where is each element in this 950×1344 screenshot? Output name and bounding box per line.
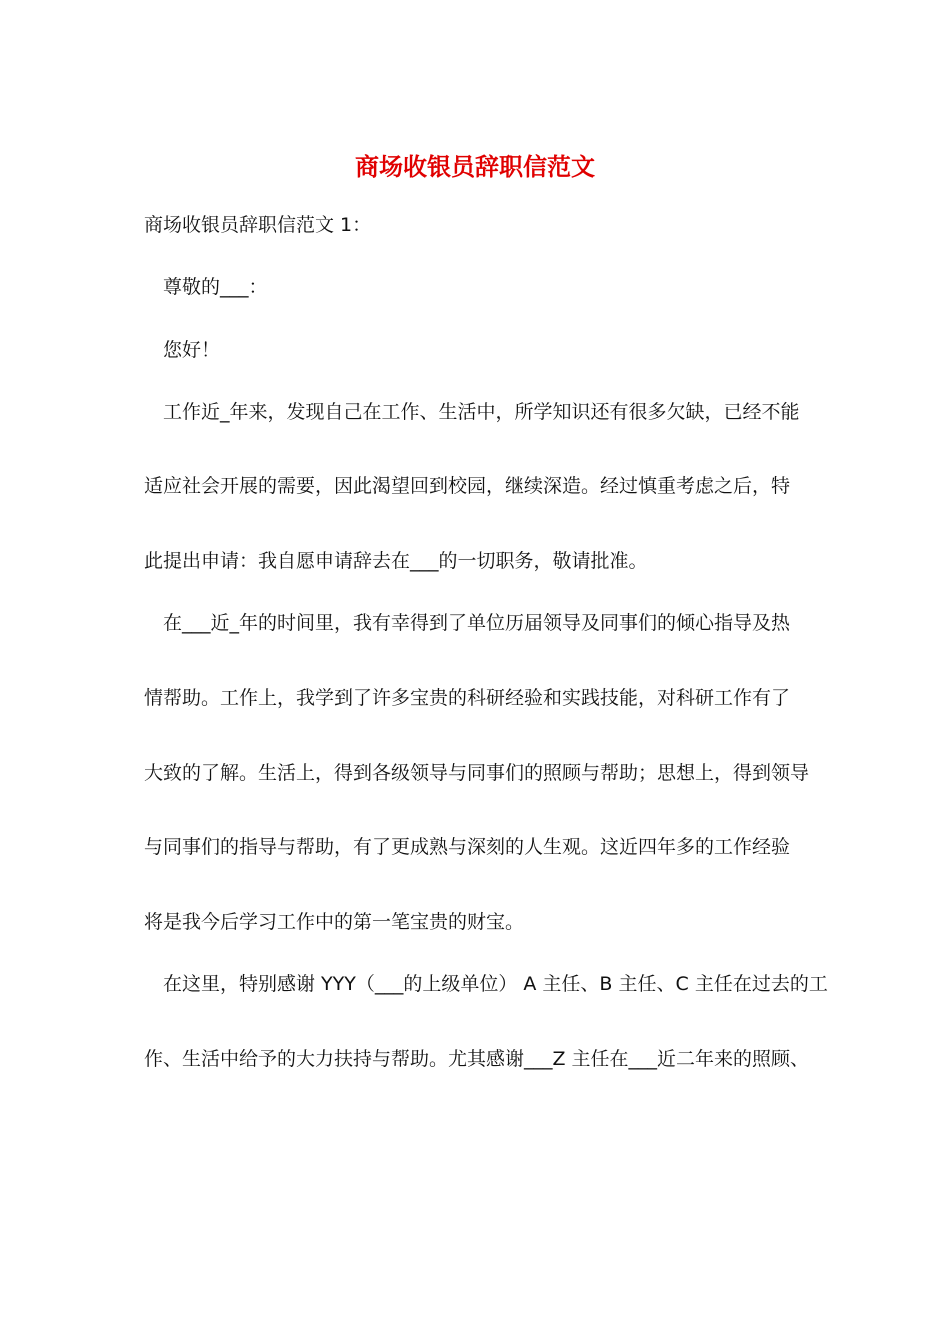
- body-line-10: 作、生活中给予的大力扶持与帮助。尤其感谢___Z 主任在___近二年来的照顾、: [144, 1048, 810, 1070]
- greeting: 您好！: [163, 339, 221, 361]
- body-line-7: 与同事们的指导与帮助，有了更成熟与深刻的人生观。这近四年多的工作经验: [144, 836, 791, 858]
- section-heading: 商场收银员辞职信范文 1：: [144, 214, 372, 236]
- body-line-8: 将是我今后学习工作中的第一笔宝贵的财宝。: [144, 911, 525, 933]
- body-line-3: 此提出申请：我自愿申请辞去在___的一切职务，敬请批准。: [144, 550, 648, 572]
- body-line-9: 在这里，特别感谢 YYY（___的上级单位） A 主任、B 主任、C 主任在过去的工: [163, 973, 828, 995]
- body-line-6: 大致的了解。生活上，得到各级领导与同事们的照顾与帮助；思想上，得到领导: [144, 762, 810, 784]
- body-line-4: 在___近_年的时间里，我有幸得到了单位历届领导及同事们的倾心指导及热: [163, 612, 791, 634]
- document-title: 商场收银员辞职信范文: [355, 152, 595, 181]
- body-line-2: 适应社会开展的需要，因此渴望回到校园，继续深造。经过慎重考虑之后，特: [144, 475, 791, 497]
- salutation: 尊敬的___：: [163, 276, 268, 298]
- body-line-5: 情帮助。工作上，我学到了许多宝贵的科研经验和实践技能，对科研工作有了: [144, 687, 791, 709]
- body-line-1: 工作近_年来，发现自己在工作、生活中，所学知识还有很多欠缺，已经不能: [163, 401, 800, 423]
